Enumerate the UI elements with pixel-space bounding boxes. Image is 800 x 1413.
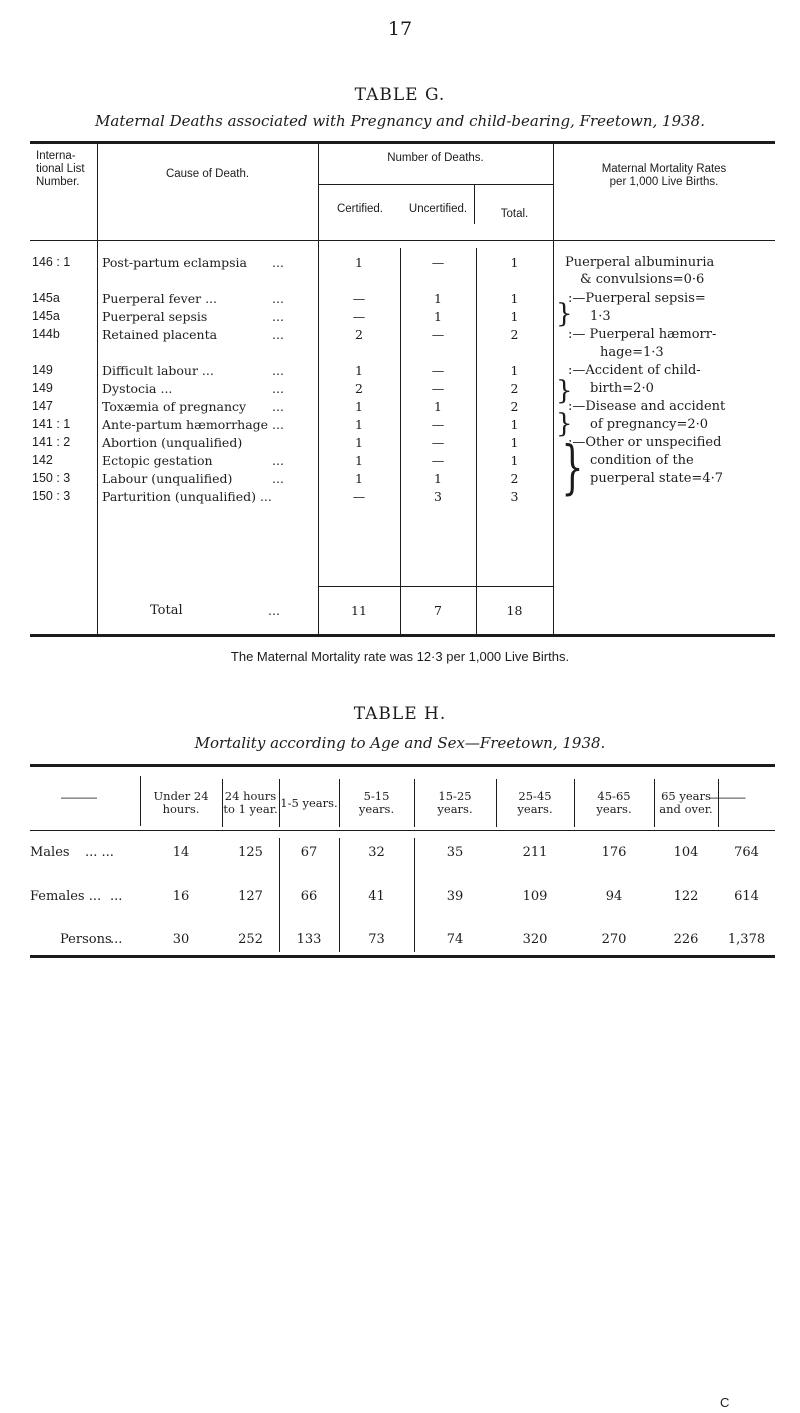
table-h-title: TABLE H. <box>353 704 447 724</box>
table-h-corner-right: ——— <box>709 790 746 804</box>
row-total: 3 <box>510 489 519 504</box>
row-certified: 1 <box>355 471 363 486</box>
maternal-rate-line: condition of the <box>590 453 694 468</box>
row-dots: ... <box>272 417 284 432</box>
row-uncertified: — <box>431 417 445 432</box>
row-uncertified: — <box>431 381 445 396</box>
table-h-cell: 73 <box>368 932 385 947</box>
brace-icon: } <box>556 299 573 329</box>
row-cause: Ectopic gestation <box>102 453 213 468</box>
table-h-cell: 176 <box>601 845 627 860</box>
table-h-cell: 270 <box>601 932 627 947</box>
table-h-header: 25-45 years. <box>517 789 553 816</box>
row-total: 1 <box>510 453 519 468</box>
row-code: 144b <box>32 327 60 341</box>
row-dots: ... <box>272 453 284 468</box>
row-total: 2 <box>510 471 519 486</box>
row-cause: Puerperal fever ... <box>102 291 217 306</box>
table-h-bottom-rule <box>30 955 775 958</box>
table-h-cell: 16 <box>172 889 190 904</box>
row-cause: Parturition (unqualified) ... <box>102 489 272 504</box>
row-dots: ... <box>272 399 284 414</box>
table-g-col-divider <box>553 144 554 634</box>
corner-mark: C <box>720 1395 730 1410</box>
row-certified: — <box>352 291 366 306</box>
header-intl-list: Interna- tional List Number. <box>36 150 85 188</box>
row-cause: Puerperal sepsis <box>102 309 208 324</box>
row-certified: 1 <box>355 399 363 414</box>
table-h-cell: 122 <box>673 889 699 904</box>
row-certified: — <box>352 489 366 504</box>
table-g-header-rule <box>30 240 775 241</box>
table-h-header: Under 24 hours. <box>153 789 209 816</box>
table-h-cell: 66 <box>300 889 318 904</box>
row-total: 1 <box>510 309 519 324</box>
total-total: 18 <box>506 603 523 618</box>
row-total: 2 <box>510 381 519 396</box>
row-code: 150 : 3 <box>32 489 71 503</box>
header-certified: Certified. <box>336 203 384 215</box>
table-h-cell: 1,378 <box>727 932 766 947</box>
table-g-col-divider <box>97 144 98 634</box>
table-h-cell: 39 <box>446 889 464 904</box>
table-g-subhead-rule <box>318 184 553 185</box>
row-code: 145a <box>32 291 60 305</box>
row-cause: Post-partum eclampsia <box>102 255 247 270</box>
table-h-row-label: Males <box>30 845 70 860</box>
row-cause: Abortion (unqualified) <box>102 435 243 450</box>
table-h-cell: 764 <box>734 845 759 860</box>
row-dots: ... <box>272 255 284 270</box>
maternal-rate-line: :—Other or unspecified <box>568 435 722 450</box>
table-g-top-rule <box>30 141 775 144</box>
row-code: 150 : 3 <box>32 471 71 485</box>
row-cause: Retained placenta <box>102 327 218 342</box>
maternal-rate-line: birth=2·0 <box>590 381 654 396</box>
row-total: 1 <box>510 417 519 432</box>
table-h-cell: 226 <box>673 932 699 947</box>
row-code: 149 <box>32 381 53 395</box>
row-uncertified: — <box>431 327 445 342</box>
maternal-rate-line: & convulsions=0·6 <box>580 272 705 287</box>
total-dots: ... <box>268 603 280 618</box>
row-uncertified: — <box>431 453 445 468</box>
row-cause: Ante-partum hæmorrhage <box>102 417 269 432</box>
row-code: 147 <box>32 399 53 413</box>
row-certified: 1 <box>355 417 363 432</box>
table-h-cell: 133 <box>296 932 322 947</box>
maternal-rate-line: Puerperal albuminuria <box>565 255 715 270</box>
total-certified: 11 <box>351 603 367 618</box>
table-h-row-label: Persons <box>60 932 112 947</box>
table-h-cell: 41 <box>368 889 385 904</box>
table-h-cell: 30 <box>172 932 190 947</box>
brace-icon: } <box>556 376 573 406</box>
brace-icon: } <box>556 409 573 439</box>
row-certified: 1 <box>355 255 363 270</box>
row-uncertified: — <box>431 255 445 270</box>
row-code: 149 <box>32 363 53 377</box>
table-h-top-rule <box>30 764 775 767</box>
row-certified: 2 <box>355 327 363 342</box>
table-h-cell: 35 <box>446 845 464 860</box>
row-uncertified: 1 <box>434 399 442 414</box>
table-h-cell: 104 <box>673 845 699 860</box>
row-total: 1 <box>510 255 519 270</box>
table-h-corner-left: ——— <box>61 790 97 804</box>
total-uncertified: 7 <box>434 603 442 618</box>
row-dots: ... <box>272 363 284 378</box>
row-certified: 1 <box>355 435 363 450</box>
table-h-row-dots: ... <box>110 932 123 947</box>
maternal-rate-line: :—Puerperal sepsis= <box>568 291 706 306</box>
row-cause: Dystocia ... <box>102 381 173 396</box>
maternal-rate-line: of pregnancy=2·0 <box>590 417 709 432</box>
table-h-header: 15-25 years. <box>437 789 473 816</box>
row-dots: ... <box>272 471 284 486</box>
table-h-cell: 211 <box>522 845 548 860</box>
table-h-cell: 109 <box>522 889 548 904</box>
table-h-cell: 67 <box>300 845 318 860</box>
row-certified: 1 <box>355 363 363 378</box>
row-dots: ... <box>272 381 284 396</box>
row-cause: Difficult labour ... <box>102 363 214 378</box>
row-certified: — <box>352 309 366 324</box>
row-total: 1 <box>510 363 519 378</box>
row-dots: ... <box>272 327 284 342</box>
page-number: 17 <box>387 18 413 40</box>
header-uncertified: Uncertified. <box>408 203 468 215</box>
table-h-header: 24 hours to 1 year. <box>223 789 278 816</box>
row-code: 141 : 1 <box>32 417 71 431</box>
row-code: 145a <box>32 309 60 323</box>
maternal-rate-line: 1·3 <box>590 309 611 324</box>
table-h-row-label: Females ... <box>30 889 102 904</box>
table-h-header: 1-5 years. <box>280 796 338 810</box>
table-h-cell: 127 <box>238 889 263 904</box>
row-uncertified: 1 <box>434 309 442 324</box>
table-h-header: 45-65 years. <box>596 789 632 816</box>
row-cause: Labour (unqualified) <box>102 471 233 486</box>
maternal-rate-line: puerperal state=4·7 <box>590 471 724 486</box>
header-cause: Cause of Death. <box>165 168 250 180</box>
row-dots: ... <box>272 291 284 306</box>
maternal-rate-note: The Maternal Mortality rate was 12·3 per 1,000 Live Births. <box>230 649 570 664</box>
row-code: 146 : 1 <box>32 255 71 269</box>
row-certified: 1 <box>355 453 363 468</box>
maternal-rate-line: hage=1·3 <box>600 345 664 360</box>
header-maternal-rates: Maternal Mortality Rates per 1,000 Live Births. <box>601 163 727 188</box>
maternal-rate-line: :— Puerperal hæmorr- <box>568 327 717 342</box>
row-uncertified: — <box>431 435 445 450</box>
brace-icon: } <box>561 433 584 501</box>
row-total: 1 <box>510 435 519 450</box>
table-h-row-dots: ... <box>110 889 123 904</box>
row-cause: Toxæmia of pregnancy <box>102 399 247 414</box>
maternal-rate-line: :—Accident of child- <box>568 363 701 378</box>
table-h-header: 65 years and over. <box>659 789 713 816</box>
table-h-cell: 320 <box>522 932 548 947</box>
table-h-header: 5-15 years. <box>358 789 395 816</box>
maternal-rate-line: :—Disease and accident <box>568 399 726 414</box>
total-label: Total <box>150 603 183 618</box>
table-g-bottom-rule <box>30 634 775 637</box>
row-uncertified: — <box>431 363 445 378</box>
table-h-row-dots: ... ... <box>85 845 114 860</box>
table-g-title: TABLE G. <box>354 85 446 105</box>
table-g-subtitle: Maternal Deaths associated with Pregnancy and child-bearing, Freetown, 1938. <box>95 112 705 130</box>
header-total: Total. <box>500 208 529 220</box>
table-g-total-rule <box>318 586 553 587</box>
row-code: 141 : 2 <box>32 435 71 449</box>
row-code: 142 <box>32 453 53 467</box>
row-dots: ... <box>272 309 284 324</box>
header-number-of-deaths: Number of Deaths. <box>387 152 484 164</box>
row-total: 2 <box>510 399 519 414</box>
table-h-cell: 252 <box>238 932 263 947</box>
row-total: 1 <box>510 291 519 306</box>
table-h-cell: 125 <box>238 845 263 860</box>
table-h-cell: 32 <box>368 845 385 860</box>
row-certified: 2 <box>355 381 363 396</box>
table-h-header-rule <box>30 830 775 831</box>
table-h-cell: 94 <box>605 889 623 904</box>
table-h-subtitle: Mortality according to Age and Sex—Freetown, 1938. <box>194 734 606 752</box>
row-uncertified: 3 <box>434 489 442 504</box>
row-uncertified: 1 <box>434 291 442 306</box>
table-h-cell: 74 <box>446 932 464 947</box>
table-h-cell: 614 <box>734 889 759 904</box>
table-h-cell: 14 <box>172 845 190 860</box>
row-total: 2 <box>510 327 519 342</box>
row-uncertified: 1 <box>434 471 442 486</box>
